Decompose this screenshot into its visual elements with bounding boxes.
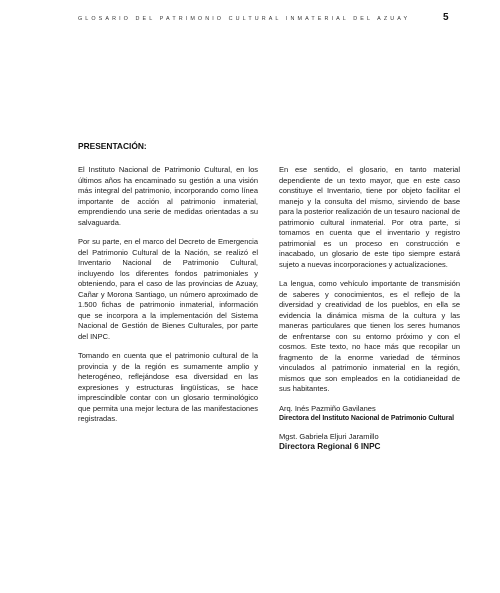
signatory-role: Directora Regional 6 INPC xyxy=(279,441,381,451)
section-heading: PRESENTACIÓN: xyxy=(78,141,147,151)
paragraph: En ese sentido, el glosario, en tanto material dependiente de un texto mayor, que en este caso constituye el Inventario, tiene por objeto facilitar el manejo y la consulta del mismo, sirviendo de base para la posterior realización de un tesauro nacional de patrimonio cultural inmaterial. Por otra parte, si tomamos en cuenta que el inventario y registro patrimonial es un proceso en construcción e inacabado, un glosario de este tipo siempre estará sujeto a nuevas incorporaciones y actualizaciones. xyxy=(279,165,460,269)
paragraph: El Instituto Nacional de Patrimonio Cultural, en los últimos años ha encaminado su gestión a una visión más integral del patrimonio, incorporando como línea importante de acción al patrimonio inmaterial, emprendiendo una serie de medidas orientadas a su salvaguarda. xyxy=(78,165,258,227)
left-text-column xyxy=(78,165,258,434)
page-number: 5 xyxy=(443,12,449,23)
signatory-name: Arq. Inés Pazmiño Gavilanes xyxy=(279,403,376,413)
paragraph: Tomando en cuenta que el patrimonio cultural de la provincia y de la región es sumamente amplio y heterogéneo, reflejándose esa diversidad en las expresiones y estructuras lingüísticas, se hace imprescindible contar con un glosario terminológico que permita una mejor lectura de las manifestaciones registradas. xyxy=(78,351,258,423)
signatory-role: Directora del Instituto Nacional de Patrimonio Cultural xyxy=(279,414,454,422)
signature-block xyxy=(279,404,460,424)
signatory-name: Mgst. Gabriela Eljuri Jaramillo xyxy=(279,431,379,441)
paragraph: Por su parte, en el marco del Decreto de Emergencia del Patrimonio Cultural de la Nación, se realizó el Inventario Nacional de Patrimonio Cultural, incluyendo los diferentes fondos patrimoniales y obteniendo, para el caso de las provincias de Azuay, Cañar y Morona Santiago, un número aproximado de 1.500 fichas de patrimonio inmaterial, información que se incorpora a la implementación del Sistema Nacional de Gestión de Bienes Culturales, por parte del INPC. xyxy=(78,237,258,341)
running-header-title: GLOSARIO DEL PATRIMONIO CULTURAL INMATERIAL DEL AZUAY xyxy=(78,16,411,22)
signature-block xyxy=(279,432,460,452)
paragraph: La lengua, como vehículo importante de transmisión de saberes y conocimientos, es el reflejo de la diversidad y creatividad de los pueblos, en ella se evidencia la dinámica misma de la cultura y las maneras particulares que tienen los seres humanos de enfrentarse con su entorno próximo y con el cosmos. Este texto, no hace más que recopilar un fragmento de la enorme variedad de términos vinculados al patrimonio inmaterial en la región, mismos que son empleados en la cotidianeidad de sus habitantes. xyxy=(279,279,460,393)
right-text-column xyxy=(279,165,460,460)
signatures xyxy=(279,404,460,452)
